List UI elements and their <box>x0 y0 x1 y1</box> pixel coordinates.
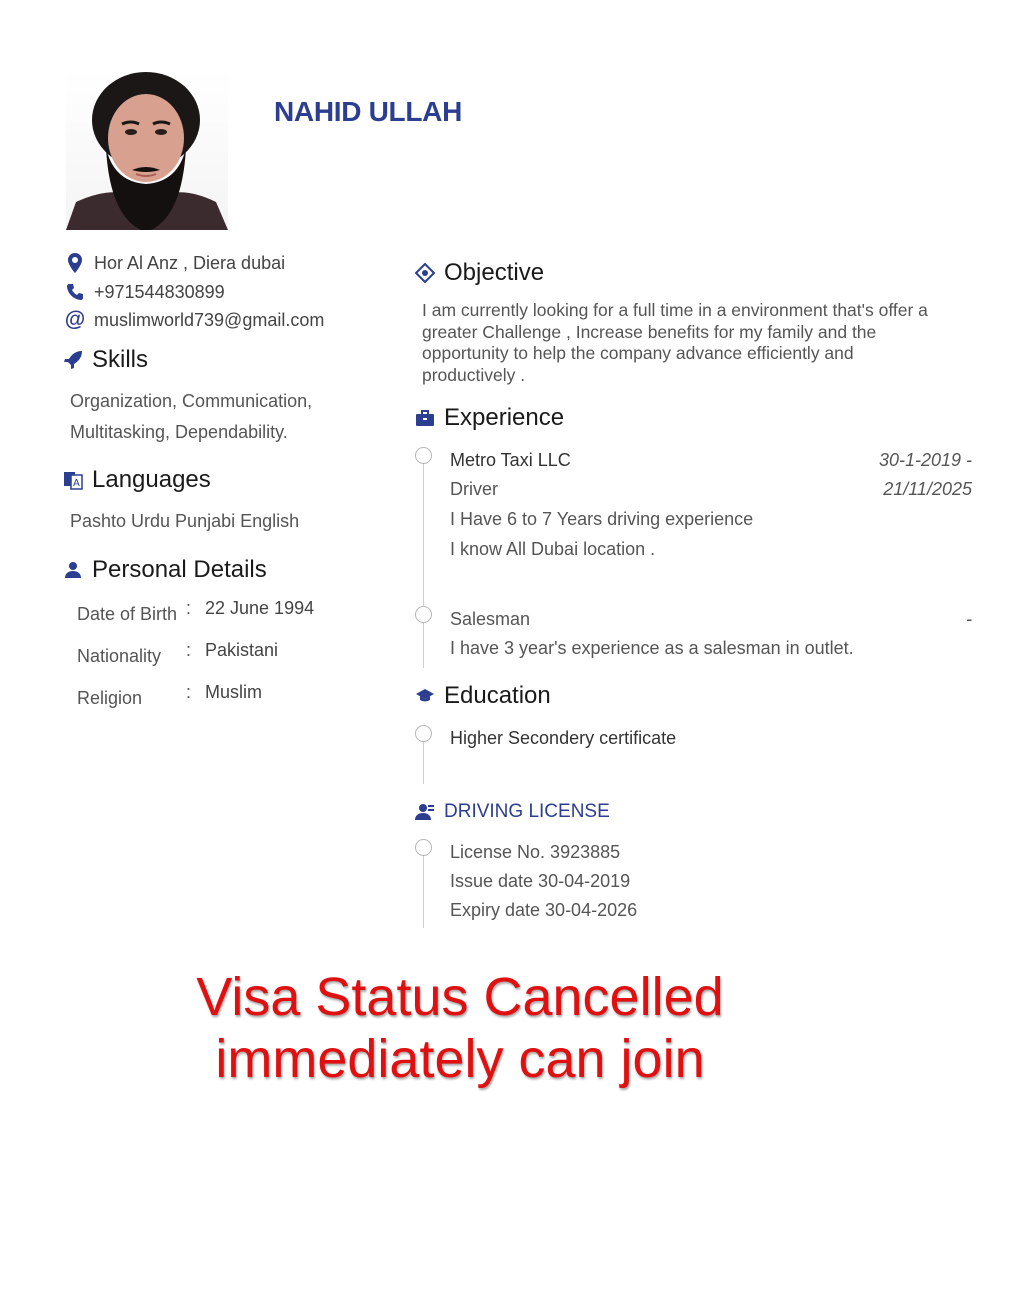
skills-line: Multitasking, Dependability. <box>70 422 288 442</box>
visa-notice <box>140 966 780 1090</box>
svg-text:A: A <box>73 478 80 489</box>
at-sign-icon: @ <box>64 308 86 331</box>
objective-heading <box>414 259 544 287</box>
profile-photo <box>66 70 228 230</box>
objective-text <box>422 300 982 386</box>
nationality-value: Pakistani <box>205 640 279 660</box>
religion-value: Muslim <box>205 682 262 702</box>
languages-heading <box>62 466 211 494</box>
education-item: Higher Secondery certificate <box>450 728 677 748</box>
license-title: DRIVING LICENSE <box>444 801 610 822</box>
objective-line: greater Challenge , Increase benefits for my family and the <box>422 321 877 342</box>
colon: : <box>186 598 192 618</box>
address-text: Hor Al Anz , Diera dubai <box>94 252 286 273</box>
license-number: License No. 3923885 <box>450 842 621 862</box>
experience-detail: I Have 6 to 7 Years driving experience <box>450 509 754 529</box>
skills-list <box>70 386 312 448</box>
job-role: Salesman <box>450 609 531 629</box>
education-heading <box>414 682 551 710</box>
phone-icon <box>64 281 86 303</box>
experience-detail: I have 3 year's experience as a salesman in outlet. <box>450 638 854 658</box>
timeline-marker <box>415 725 432 742</box>
phone-text: +971544830899 <box>94 281 225 302</box>
timeline-marker <box>415 606 432 623</box>
license-issue-date: Issue date 30-04-2019 <box>450 871 631 891</box>
colon: : <box>186 640 192 660</box>
objective-title: Objective <box>444 259 545 286</box>
contact-address <box>64 252 285 274</box>
skills-line: Organization, Communication, <box>70 391 313 411</box>
dob-label: Date of Birth <box>77 604 178 624</box>
license-timeline <box>423 852 424 928</box>
experience-title: Experience <box>444 404 565 431</box>
colon: : <box>186 682 192 702</box>
dob-value: 22 June 1994 <box>205 598 315 618</box>
experience-heading <box>414 404 564 432</box>
skills-title: Skills <box>92 346 149 373</box>
experience-timeline <box>423 460 424 668</box>
timeline-marker <box>415 839 432 856</box>
id-user-icon <box>414 801 436 823</box>
briefcase-icon <box>414 407 436 429</box>
contact-email <box>64 309 324 331</box>
timeline-marker <box>415 447 432 464</box>
date-end: 21/11/2025 <box>883 479 972 499</box>
objective-line: I am currently looking for a full time in a environment that's offer a <box>422 300 928 320</box>
candidate-name: NAHID ULLAH <box>274 96 463 127</box>
date-start: 30-1-2019 - <box>878 450 972 470</box>
email-text: muslimworld739@gmail.com <box>94 309 325 330</box>
contact-phone <box>64 281 225 303</box>
education-timeline <box>423 738 424 784</box>
target-icon <box>414 262 436 284</box>
location-pin-icon <box>64 252 86 274</box>
user-icon <box>62 559 84 581</box>
skills-heading <box>62 346 148 374</box>
experience-detail: I know All Dubai location . <box>450 539 656 559</box>
visa-status-line: Visa Status Cancelled <box>196 967 724 1027</box>
objective-line: productively . <box>422 364 526 385</box>
rocket-icon <box>62 349 84 371</box>
objective-line: opportunity to help the company advance efficiently and <box>422 343 854 363</box>
translate-icon <box>62 469 84 491</box>
languages-text: Pashto Urdu Punjabi English <box>70 511 300 531</box>
job-role: Driver <box>450 479 498 499</box>
personal-title: Personal Details <box>92 556 267 583</box>
education-title: Education <box>444 682 551 709</box>
join-line: immediately can join <box>215 1029 705 1089</box>
nationality-label: Nationality <box>77 646 162 666</box>
graduation-cap-icon <box>414 685 436 707</box>
languages-title: Languages <box>92 466 211 493</box>
license-expiry-date: Expiry date 30-04-2026 <box>450 900 638 920</box>
religion-label: Religion <box>77 688 143 708</box>
company-name: Metro Taxi LLC <box>450 450 571 470</box>
personal-heading <box>62 556 267 584</box>
license-heading <box>414 801 610 823</box>
date-range: - <box>966 609 972 629</box>
